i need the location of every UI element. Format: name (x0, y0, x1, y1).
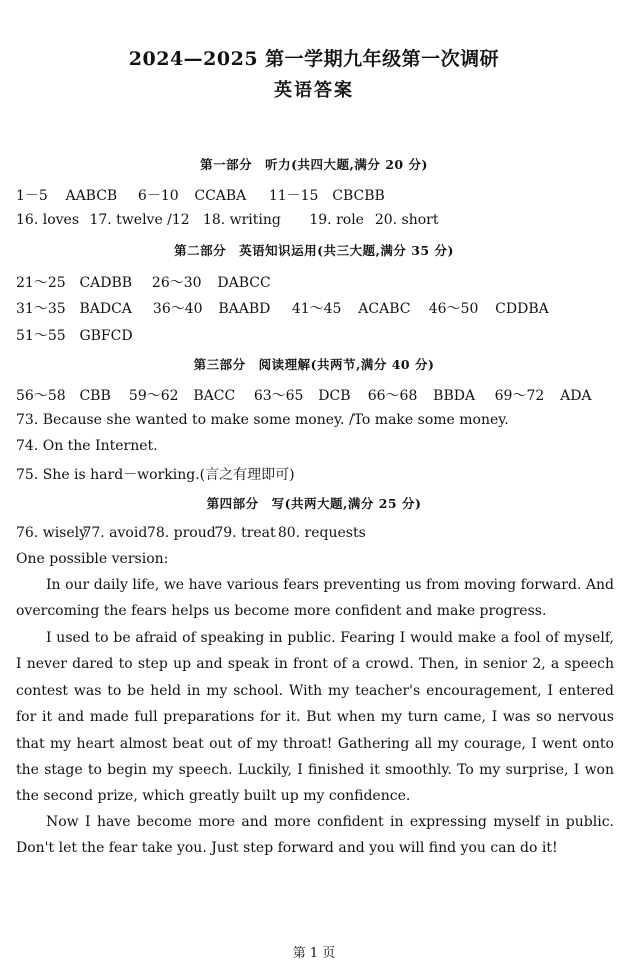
answer-item: 19. role (309, 212, 364, 228)
answer-row (16, 298, 549, 318)
version-label: One possible version: (16, 551, 169, 567)
answer-key: ADA (560, 388, 592, 404)
answer-row (16, 325, 133, 345)
answer-range: 41～45 (291, 301, 342, 317)
answer-range: 31～35 (16, 301, 66, 317)
answer-key: BBDA (433, 388, 476, 404)
answer-row (16, 525, 366, 541)
section-heading-part4: 第四部分 写(共两大题,满分 25 分) (206, 496, 422, 511)
section-heading-part3: 第三部分 阅读理解(共两节,满分 40 分) (193, 357, 435, 372)
answer-row (16, 212, 438, 228)
answer-item: 76. wisely (16, 525, 88, 541)
answer-range: 59～62 (128, 388, 179, 404)
answer-range: 26～30 (151, 275, 202, 291)
answer-key: AABCB (65, 188, 118, 204)
answer-range: 69～72 (494, 388, 545, 404)
answer-item: 78. proud (146, 525, 216, 541)
answer-key: ACABC (358, 301, 411, 317)
answer-73: 73. Because she wanted to make some money. /To make some money. (16, 412, 509, 428)
answer-key: CADBB (79, 275, 133, 291)
answer-range: 51～55 (16, 328, 66, 344)
answer-range: 11－15 (268, 188, 319, 204)
answer-key: GBFCD (79, 328, 133, 344)
answer-key: CBB (79, 388, 111, 404)
document-title: 2024—2025 第一学期九年级第一次调研 (128, 48, 500, 70)
answer-range: 1－5 (16, 188, 48, 204)
answer-key: DABCC (217, 275, 271, 291)
answer-key: DCB (318, 388, 351, 404)
answer-74: 74. On the Internet. (16, 438, 158, 454)
answer-item: 16. loves (16, 212, 79, 228)
answer-key: CDDBA (495, 301, 549, 317)
answer-range: 66～68 (367, 388, 418, 404)
essay-paragraph-2: I used to be afraid of speaking in public. Fearing I would make a fool of myself, I never dared to step up and speak in front of a crowd. Then, in senior 2, a speech contest was to be held in my school. With my teacher's encouragement, I entered for it and made full preparations for it. But when my turn came, I was so nervous that my heart almost beat out of my throat! Gathering all my courage, I went onto the stage to begin my speech. Luckily, I finished it smoothly. To my surprise, I won the second prize, which greatly built up my confidence. (16, 630, 614, 805)
answer-range: 36～40 (152, 301, 203, 317)
answer-row (16, 272, 271, 292)
answer-item: 79. treat (214, 525, 276, 541)
essay-paragraph-1: In our daily life, we have various fears preventing us from moving forward. And overcoming the fears helps us become more confident and make progress. (16, 577, 614, 620)
answer-key: BADCA (79, 301, 132, 317)
answer-range: 21～25 (16, 275, 66, 291)
answer-range: 6－10 (137, 188, 179, 204)
answer-row (16, 385, 592, 405)
answer-item: 20. short (374, 212, 439, 228)
page-number: 第 1 页 (292, 946, 336, 961)
answer-row (16, 185, 385, 205)
answer-key: CCABA (194, 188, 247, 204)
answer-key: BAABD (218, 301, 271, 317)
answer-key: CBCBB (332, 188, 385, 204)
answer-key: BACC (193, 388, 236, 404)
section-heading-part2: 第二部分 英语知识运用(共三大题,满分 35 分) (174, 243, 454, 258)
essay-paragraph-3: Now I have become more and more confident in expressing myself in public. Don't let the fear take you. Just step forward and you will find you can do it! (16, 814, 614, 857)
answer-item: 18. writing (202, 212, 281, 228)
section-heading-part1: 第一部分 听力(共四大题,满分 20 分) (200, 157, 428, 172)
document-subtitle: 英语答案 (274, 80, 354, 101)
answer-75: 75. She is hard－working.(言之有理即可) (16, 467, 295, 483)
answer-range: 56～58 (16, 388, 66, 404)
answer-item: 80. requests (277, 525, 366, 541)
answer-range: 63～65 (253, 388, 304, 404)
answer-item: 77. avoid (82, 525, 148, 541)
answer-range: 46～50 (428, 301, 479, 317)
answer-item: 17. twelve /12 (89, 212, 190, 228)
